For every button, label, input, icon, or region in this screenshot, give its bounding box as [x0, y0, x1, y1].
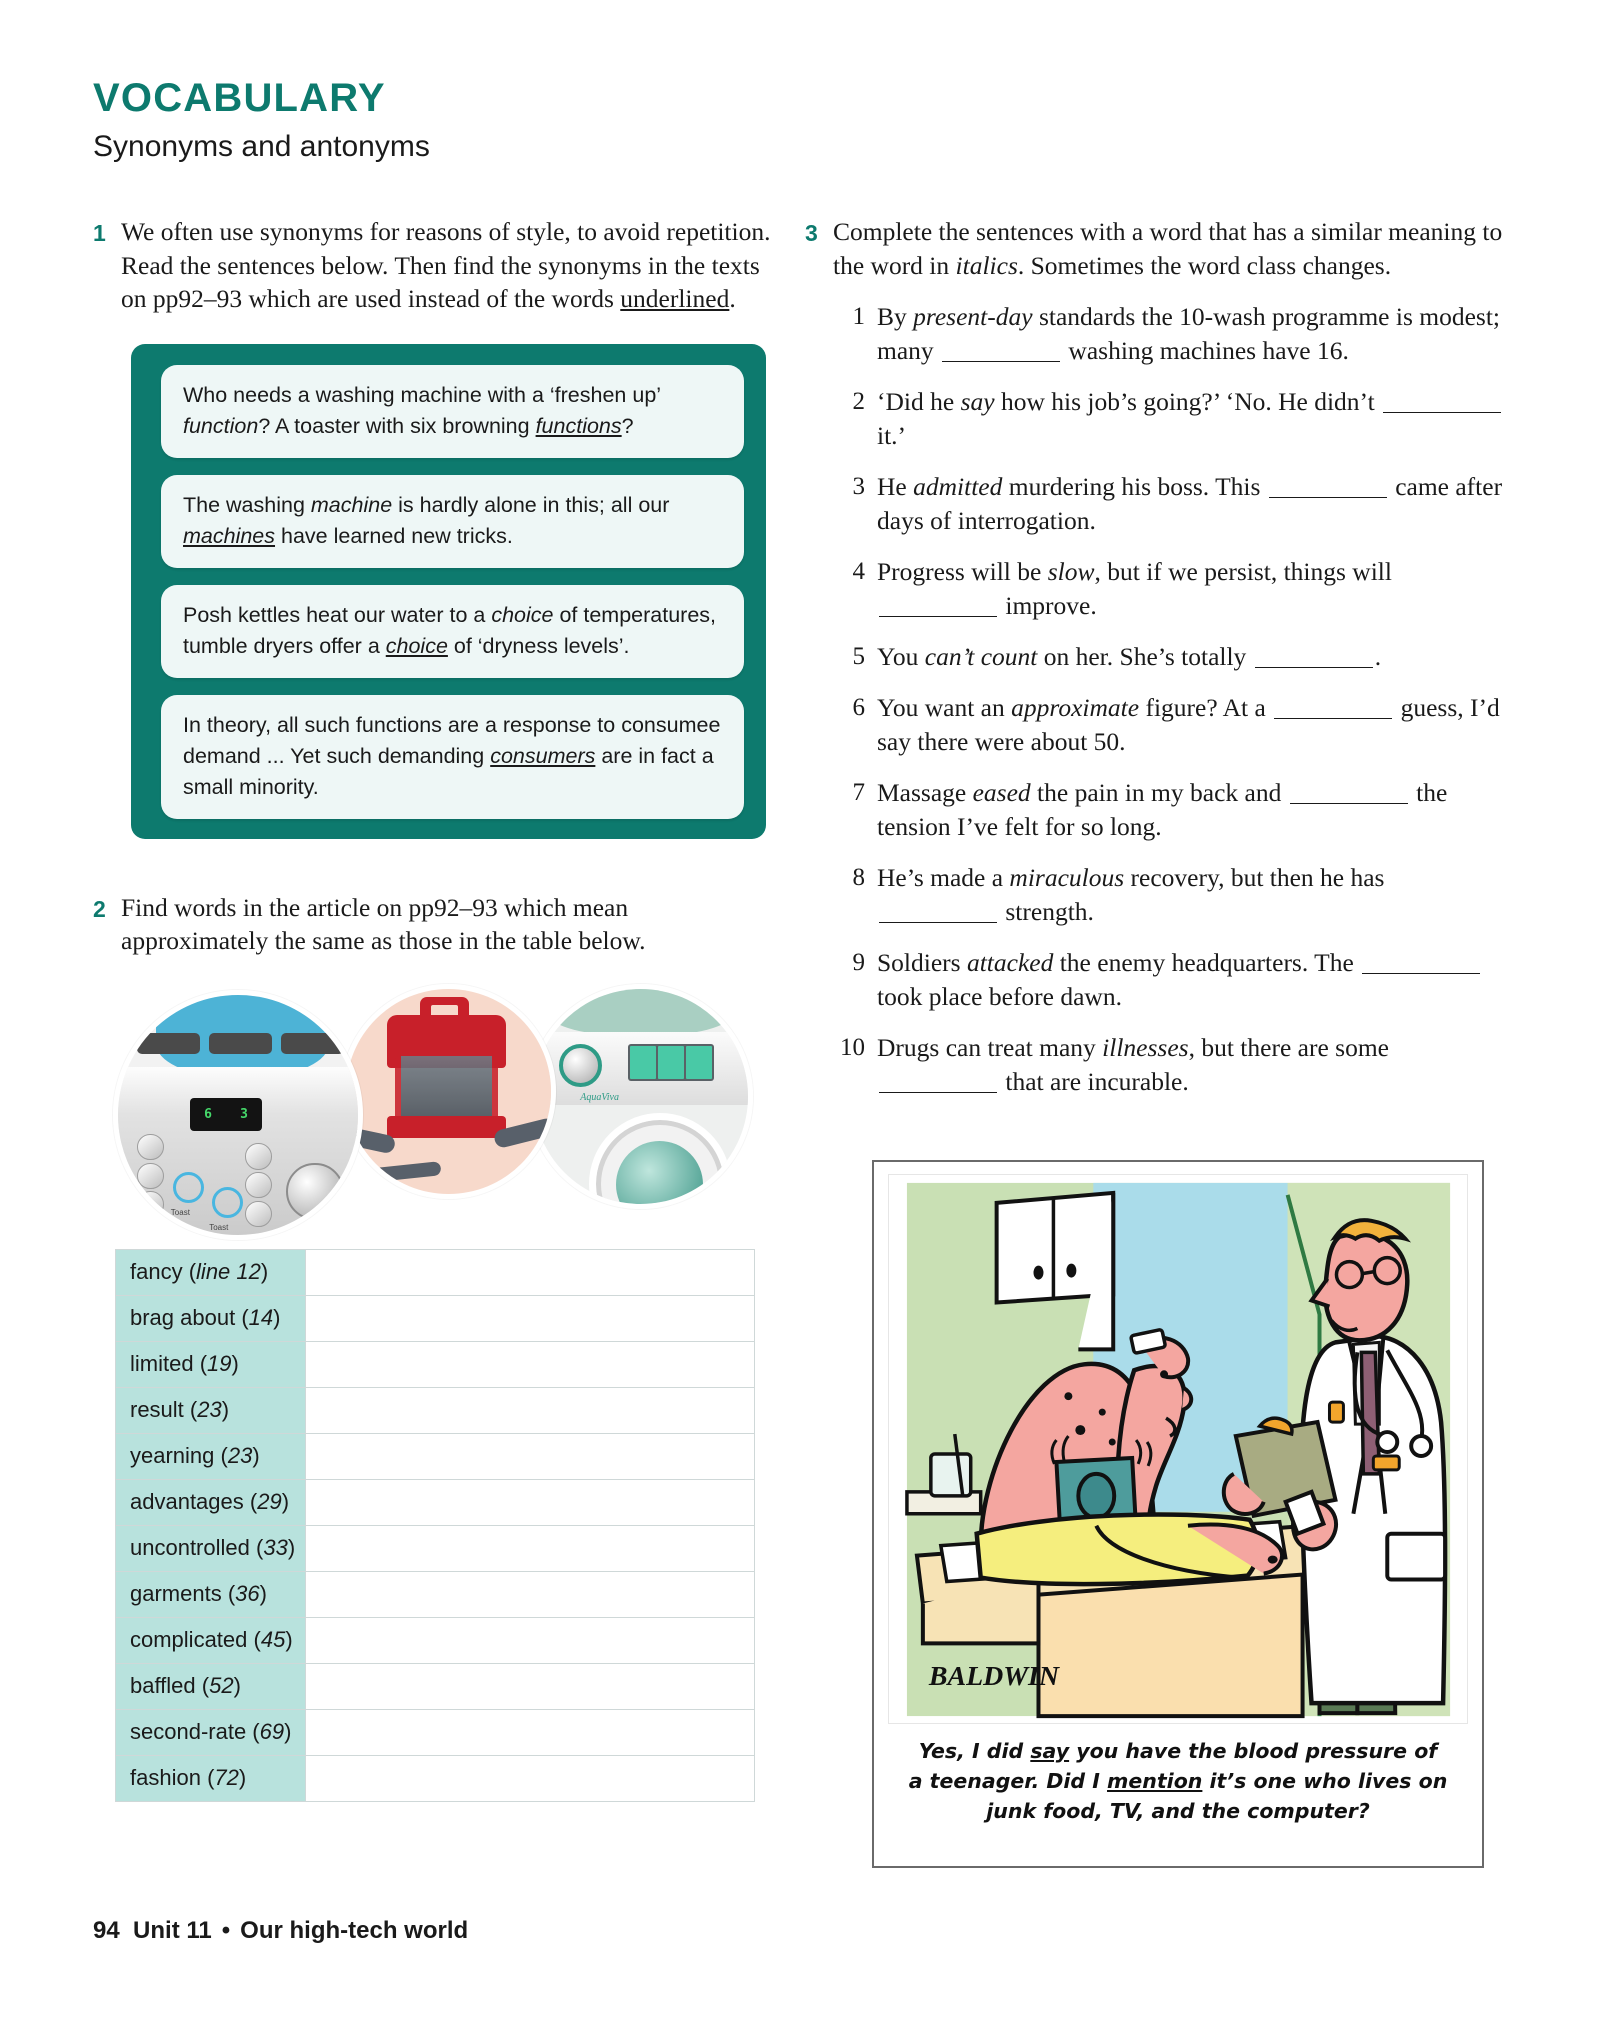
answer-blank[interactable]	[879, 616, 997, 617]
answer-blank[interactable]	[1290, 803, 1408, 804]
washer-brand-label: AquaViva	[580, 1091, 619, 1103]
answer-blank[interactable]	[879, 1092, 997, 1093]
item-mid: figure? At a	[1139, 693, 1273, 722]
section-title: VOCABULARY	[93, 76, 386, 120]
answer-blank[interactable]	[1383, 412, 1501, 413]
toaster-photo	[113, 990, 363, 1240]
item-mid: on her. She’s totally	[1037, 642, 1253, 671]
item-post: took place before dawn.	[877, 982, 1122, 1011]
unit-label: Unit 11	[133, 1917, 212, 1944]
item-number: 7	[852, 779, 865, 806]
item-post: improve.	[999, 591, 1097, 620]
sentence-card	[161, 365, 744, 458]
item-post: that are incurable.	[999, 1067, 1189, 1096]
table-row	[116, 1249, 755, 1295]
list-item	[839, 946, 1505, 1014]
vocab-word: fancy	[130, 1259, 183, 1284]
item-mid: the enemy headquarters. The	[1053, 948, 1361, 977]
table-row	[116, 1571, 755, 1617]
list-item	[839, 1031, 1505, 1099]
vocab-answer-cell[interactable]	[306, 1249, 755, 1295]
item-pre: He	[877, 472, 914, 501]
item-number: 4	[852, 558, 865, 585]
item-post: it.’	[877, 421, 907, 450]
item-pre: Drugs can treat many	[877, 1033, 1103, 1062]
exercise-2-instruction: Find words in the article on pp92–93 which mean approximately the same as those in the table below.	[121, 892, 646, 955]
answer-blank[interactable]	[1269, 497, 1387, 498]
exercise-2	[93, 891, 773, 958]
item-mid: how his job’s going?’ ‘No. He didn’t	[994, 387, 1382, 416]
exercise-3-instruction-pre: Complete the sentences with a word that has a similar meaning to the word in	[833, 217, 1503, 280]
vocab-word-cell: yearning (23)	[116, 1433, 306, 1479]
card-text-mid: of temperatures, tumble dryers offer a	[183, 602, 717, 658]
table-row	[116, 1709, 755, 1755]
vocab-word-cell: result (23)	[116, 1387, 306, 1433]
card-text-underlined: consumers	[490, 743, 596, 768]
toaster-label-toast-b: Toast	[209, 1222, 229, 1232]
item-mid: , but there are some	[1188, 1033, 1389, 1062]
vocab-ref: 72	[214, 1765, 239, 1790]
footer-separator: •	[221, 1917, 231, 1944]
exercise-1	[93, 215, 773, 316]
vocab-word: yearning	[130, 1443, 215, 1468]
card-text-underlined: functions	[535, 413, 622, 438]
list-item	[839, 776, 1505, 844]
table-row	[116, 1479, 755, 1525]
caption-line2-post: it’s one who lives on	[1202, 1769, 1448, 1793]
vocab-ref: 14	[248, 1305, 274, 1330]
sentence-card	[161, 475, 744, 568]
vocab-ref: 36	[235, 1581, 260, 1606]
table-row	[116, 1525, 755, 1571]
exercise-1-instruction-text: We often use synonyms for reasons of style, to avoid repetition. Read the sentences below. Then find the synonyms in the texts on pp92–93 which are used instead of the words	[121, 217, 771, 313]
caption-line1-pre: Yes, I did	[918, 1739, 1031, 1763]
list-item	[839, 470, 1505, 538]
card-text-underlined: machines	[183, 523, 276, 548]
item-text	[877, 1031, 1505, 1099]
item-post: came after days of interrogation.	[877, 472, 1503, 535]
item-pre: By	[877, 302, 914, 331]
item-mid: standards the 10-wash programme is modest; many	[877, 302, 1500, 365]
item-italic: present-day	[913, 302, 1033, 331]
table-row	[116, 1755, 755, 1801]
item-number: 2	[852, 388, 865, 415]
vocab-word-cell: brag about (14)	[116, 1295, 306, 1341]
item-italic: slow	[1047, 557, 1095, 586]
caption-line3: junk food, TV, and the computer?	[986, 1799, 1370, 1823]
left-column	[93, 215, 773, 1802]
answer-blank[interactable]	[942, 361, 1060, 362]
page-footer	[93, 1917, 468, 1945]
cartoon-illustration	[888, 1174, 1468, 1724]
toaster-lcd-right: 3	[240, 1106, 248, 1122]
vocab-word-cell: baffled (52)	[116, 1663, 306, 1709]
vocab-word-cell: fashion (72)	[116, 1755, 306, 1801]
vocab-answer-cell[interactable]	[306, 1433, 755, 1479]
list-item	[839, 385, 1505, 453]
vocab-word: result	[130, 1397, 184, 1422]
vocab-word: fashion	[130, 1765, 201, 1790]
card-text-italic: choice	[491, 602, 554, 627]
vocab-answer-cell[interactable]	[306, 1571, 755, 1617]
exercise-1-instruction-end: .	[729, 284, 736, 313]
vocab-word: uncontrolled	[130, 1535, 250, 1560]
caption-line2-underlined: mention	[1107, 1769, 1203, 1793]
list-item	[839, 691, 1505, 759]
list-item	[839, 861, 1505, 929]
caption-line1-post: you have the blood pressure of	[1069, 1739, 1438, 1763]
toaster-label-toast-a: Toast	[170, 1208, 190, 1218]
item-pre: You want an	[877, 693, 1012, 722]
card-text-pre: In theory, all such functions are a response to consumee demand ... Yet such demanding	[183, 712, 721, 768]
vocab-ref: 69	[259, 1719, 285, 1744]
caption-line1-underlined: say	[1030, 1739, 1070, 1763]
vocabulary-table	[115, 1249, 755, 1802]
vocab-ref: 23	[227, 1443, 253, 1468]
item-italic: miraculous	[1009, 863, 1125, 892]
exercise-3-items	[839, 300, 1505, 1099]
vocab-word-cell: uncontrolled (33)	[116, 1525, 306, 1571]
product-photos	[113, 984, 753, 1239]
item-number: 10	[840, 1034, 865, 1061]
vocab-word-cell: complicated (45)	[116, 1617, 306, 1663]
item-pre: Progress will be	[877, 557, 1048, 586]
item-text	[877, 300, 1505, 368]
item-post: strength.	[999, 897, 1094, 926]
page-header	[93, 78, 793, 162]
vocab-word: limited	[130, 1351, 194, 1376]
item-text	[877, 385, 1505, 453]
table-row	[116, 1387, 755, 1433]
vocab-answer-cell[interactable]	[306, 1295, 755, 1341]
item-number: 3	[852, 473, 865, 500]
answer-blank[interactable]	[1274, 718, 1392, 719]
item-mid: murdering his boss. This	[1002, 472, 1267, 501]
cartoon-signature: BALDWIN	[928, 1661, 1060, 1693]
item-italic: approximate	[1011, 693, 1140, 722]
cartoon-panel	[872, 1160, 1484, 1868]
table-row	[116, 1295, 755, 1341]
exercise-3	[805, 215, 1505, 282]
list-item	[839, 555, 1505, 623]
right-column	[805, 215, 1505, 1116]
item-number: 9	[852, 949, 865, 976]
vocab-word: garments	[130, 1581, 222, 1606]
item-text	[877, 640, 1505, 674]
vocab-ref: 52	[209, 1673, 234, 1698]
item-post: washing machines have 16.	[1062, 336, 1349, 365]
table-row	[116, 1433, 755, 1479]
card-text-pre: The washing	[183, 492, 311, 517]
vocab-answer-cell[interactable]	[306, 1617, 755, 1663]
vocab-word: advantages	[130, 1489, 244, 1514]
card-text-underlined: choice	[385, 633, 448, 658]
table-row	[116, 1341, 755, 1387]
item-italic: can’t count	[924, 642, 1038, 671]
list-item	[839, 300, 1505, 368]
item-post: the tension I’ve felt for so long.	[877, 778, 1448, 841]
item-pre: He’s made a	[877, 863, 1010, 892]
vocabulary-table-body	[116, 1249, 755, 1801]
exercise-3-instruction-post: . Sometimes the word class changes.	[1017, 250, 1392, 280]
table-row	[116, 1617, 755, 1663]
vocab-ref: 23	[197, 1397, 222, 1422]
toaster-display	[190, 1098, 262, 1132]
sentence-card	[161, 695, 744, 819]
exercise-3-instruction-italic: italics	[955, 250, 1018, 280]
cartoon-caption	[888, 1736, 1468, 1826]
toaster-lcd-left: 6	[204, 1106, 212, 1122]
card-text-post: of ‘dryness levels’.	[447, 633, 630, 658]
exercise-3-instruction	[833, 215, 1505, 282]
card-text-post: ?	[621, 413, 634, 438]
item-pre: Soldiers	[877, 948, 967, 977]
item-text	[877, 555, 1505, 623]
vocab-word: baffled	[130, 1673, 196, 1698]
caption-line2-pre: a teenager. Did I	[908, 1769, 1108, 1793]
item-text	[877, 691, 1505, 759]
item-text	[877, 776, 1505, 844]
card-text-pre: Who needs a washing machine with a ‘freshen up’	[183, 382, 661, 407]
vocab-word-cell: advantages (29)	[116, 1479, 306, 1525]
vocab-ref: line 12	[196, 1259, 261, 1284]
vocab-word: brag about	[130, 1305, 236, 1330]
answer-blank[interactable]	[1255, 667, 1373, 668]
item-post: .	[1374, 642, 1382, 671]
vocab-answer-cell[interactable]	[306, 1479, 755, 1525]
washer-display	[628, 1044, 714, 1081]
doctor-patient-cartoon-svg	[889, 1175, 1467, 1723]
item-mid: , but if we persist, things will	[1094, 557, 1392, 586]
item-italic: illnesses	[1102, 1033, 1189, 1062]
card-text-post: have learned new tricks.	[275, 523, 513, 548]
vocab-word-cell: second-rate (69)	[116, 1709, 306, 1755]
card-text-post: are in fact a small minority.	[183, 743, 714, 799]
item-italic: attacked	[966, 948, 1054, 977]
card-text-pre: Posh kettles heat our water to a	[183, 602, 492, 627]
item-text	[877, 470, 1505, 538]
exercise-1-instruction-underlined: underlined	[620, 284, 730, 313]
item-number: 1	[852, 303, 865, 330]
card-text-italic: machine	[310, 492, 393, 517]
item-text	[877, 946, 1505, 1014]
item-post: guess, I’d say there were about 50.	[877, 693, 1500, 756]
vocab-word-cell: garments (36)	[116, 1571, 306, 1617]
item-pre: Massage	[877, 778, 973, 807]
sentence-card	[161, 585, 744, 678]
item-italic: eased	[972, 778, 1031, 807]
exercise-1-instruction	[121, 215, 773, 316]
vocab-answer-cell[interactable]	[306, 1755, 755, 1801]
sentence-cards-panel	[131, 344, 766, 839]
exercise-1-number: 1	[93, 220, 106, 246]
item-italic: admitted	[913, 472, 1003, 501]
table-row	[116, 1663, 755, 1709]
vocab-word-cell: limited (19)	[116, 1341, 306, 1387]
item-pre: ‘Did he	[877, 387, 961, 416]
item-number: 8	[852, 864, 865, 891]
section-subtitle: Synonyms and antonyms	[93, 130, 430, 163]
vocab-ref: 33	[263, 1535, 288, 1560]
vocab-answer-cell[interactable]	[306, 1387, 755, 1433]
vocab-ref: 29	[257, 1489, 282, 1514]
item-italic: say	[960, 387, 995, 416]
vocab-word: complicated	[130, 1627, 248, 1652]
item-text	[877, 861, 1505, 929]
vocab-answer-cell[interactable]	[306, 1709, 755, 1755]
vocab-answer-cell[interactable]	[306, 1525, 755, 1571]
vocab-word-cell: fancy (line 12)	[116, 1249, 306, 1295]
item-mid: recovery, but then he has	[1124, 863, 1385, 892]
vocab-answer-cell[interactable]	[306, 1663, 755, 1709]
page-number: 94	[93, 1917, 120, 1944]
vocab-answer-cell[interactable]	[306, 1341, 755, 1387]
vocab-ref: 45	[260, 1627, 286, 1652]
item-pre: You	[877, 642, 925, 671]
item-number: 6	[852, 694, 865, 721]
exercise-2-number: 2	[93, 895, 106, 922]
list-item	[839, 640, 1505, 674]
answer-blank[interactable]	[879, 922, 997, 923]
vocab-word: second-rate	[130, 1719, 247, 1744]
unit-title: Our high-tech world	[240, 1917, 469, 1944]
card-text-mid: is hardly alone in this; all our	[392, 492, 670, 517]
item-number: 5	[852, 643, 865, 670]
exercise-3-number: 3	[805, 220, 818, 246]
washing-machine-photo	[528, 984, 753, 1209]
item-mid: the pain in my back and	[1030, 778, 1288, 807]
answer-blank[interactable]	[1362, 973, 1480, 974]
card-text-mid: ? A toaster with six browning	[258, 413, 536, 438]
vacuum-cleaner-photo	[341, 984, 556, 1199]
vocab-ref: 19	[207, 1351, 232, 1376]
card-text-italic: function	[183, 413, 259, 438]
